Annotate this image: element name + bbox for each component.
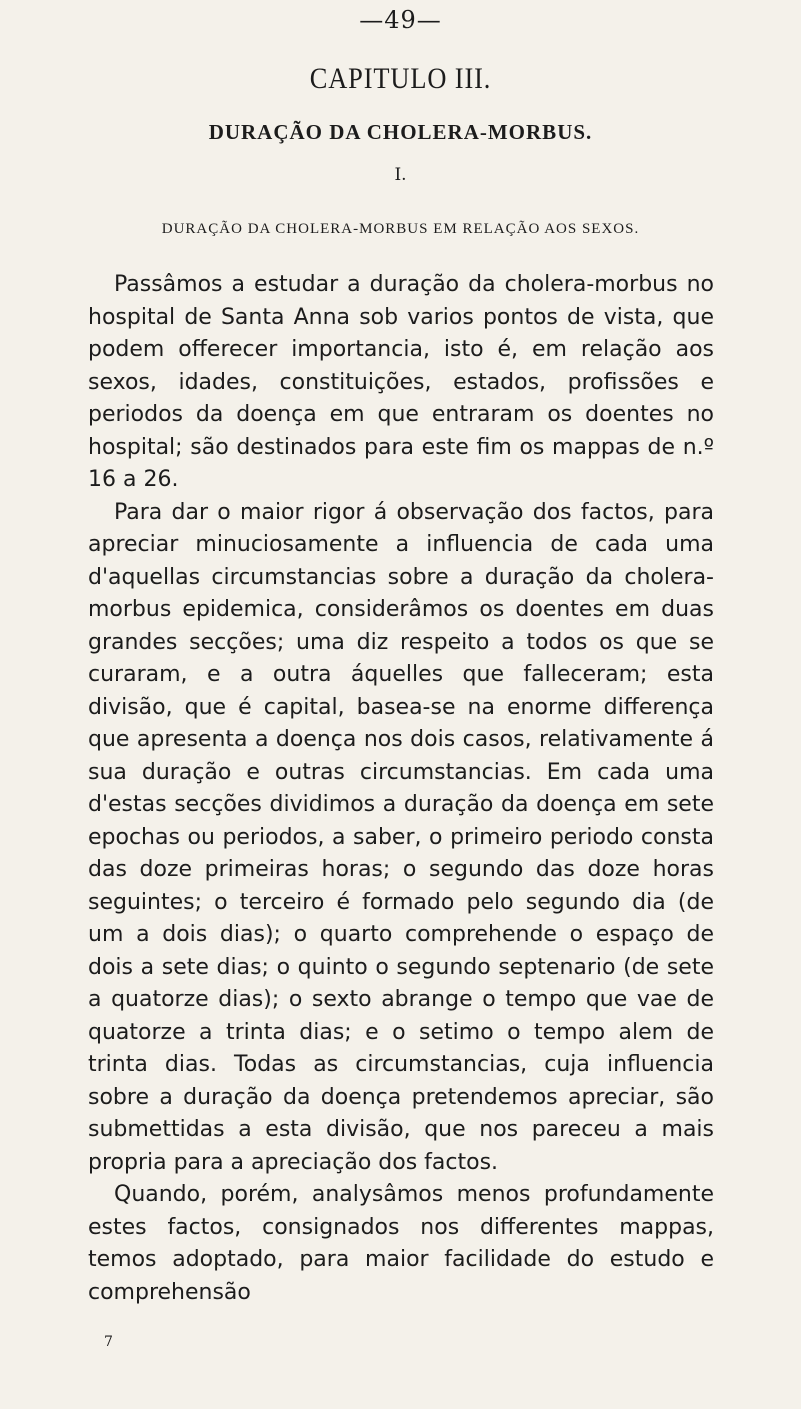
body-text (88, 269, 714, 1309)
paragraph-1: Passâmos a estudar a duração da cholera-morbus no hospital de Santa Anna sob varios pontos de vista, que podem offerecer importancia, isto é, em relação aos sexos, idades, constituições, estados, profissões e periodos da doença em que entraram os doentes no hospital; são destinados para este fim os mappas de n.º 16 a 26. (88, 272, 714, 492)
signature-mark: 7 (104, 1334, 113, 1350)
subsection-number: I. (394, 165, 407, 185)
subsection-title: DURAÇÃO DA CHOLERA-MORBUS EM RELAÇÃO AOS SEXOS. (161, 221, 640, 237)
paragraph-2: Para dar o maior rigor á observação dos factos, para apreciar minuciosamente a influencia de cada uma d'aquellas circumstancias sobre a duração da cholera-morbus epidemica, considerâmos os doentes em duas grandes secções; uma diz respeito a todos os que se curaram, e a outra áquelles que falleceram; esta divisão, que é capital, basea-se na enorme differença que apresenta a doença nos dois casos, relativamente á sua duração e outras circumstancias. Em cada uma d'estas secções dividimos a duração da doença em sete epochas ou periodos, a saber, o primeiro periodo consta das doze primeiras horas; o segundo das doze horas seguintes; o terceiro é formado pelo segundo dia (de um a dois dias); o quarto comprehende o espaço de dois a sete dias; o quinto o segundo septenario (de sete a quatorze dias); o sexto abrange o tempo que vae de quatorze a trinta dias; e o setimo o tempo alem de trinta dias. Todas as circumstancias, cuja influencia sobre a duração da doença pretendemos apreciar, são submettidas a esta divisão, que nos pareceu a mais propria para a apreciação dos factos. (88, 499, 714, 1175)
paragraph-3: Quando, porém, analysâmos menos profundamente estes factos, consignados nos differentes mappas, temos adoptado, para maior facilidade do estudo e comprehensão (88, 1182, 714, 1305)
page-number: —49— (359, 6, 442, 34)
section-heading: DURAÇÃO DA CHOLERA-MORBUS. (208, 120, 593, 144)
chapter-title: CAPITULO III. (309, 62, 492, 95)
